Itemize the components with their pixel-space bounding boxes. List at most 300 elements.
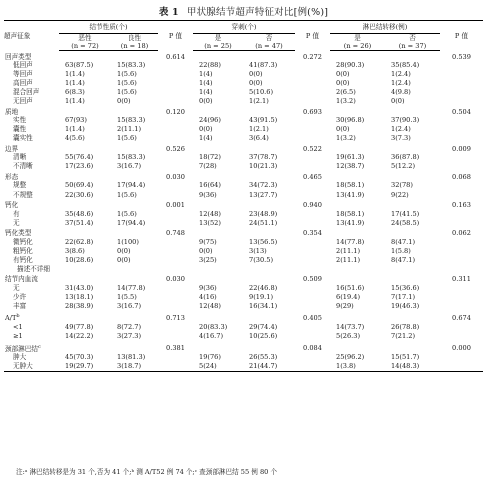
count-cell: 17(23.6) [65, 162, 94, 171]
p-value-cell [440, 116, 483, 125]
count-cell: 22(88) [199, 61, 221, 70]
p-value-cell [158, 255, 193, 264]
count-cell: 3(6.4) [249, 134, 269, 143]
count-cell [59, 51, 111, 61]
count-cell [111, 273, 158, 283]
count-cell: 15(36.6) [391, 283, 420, 292]
count-cell [330, 51, 385, 61]
count-cell: 15(83.3) [117, 153, 146, 162]
row-label: 囊性 [13, 125, 27, 134]
table-row [4, 162, 483, 171]
row-label: 钙化 [5, 201, 19, 210]
count-cell: 9(22) [391, 190, 409, 199]
count-cell [111, 171, 158, 181]
row-label: 有钙化 [13, 255, 33, 264]
count-cell: 35(85.4) [391, 61, 420, 70]
p-value-cell: 0.614 [166, 52, 185, 61]
p-value-cell [440, 97, 483, 106]
p-value-cell: 0.713 [166, 313, 185, 322]
count-cell: 2(11.1) [336, 246, 361, 255]
count-cell: 2(11.1) [117, 125, 142, 134]
header-benign: 良性 (n = 18) [111, 34, 158, 51]
count-cell: 9(36) [199, 190, 217, 199]
row-label: 无肿大 [4, 362, 59, 371]
count-cell: 10(28.6) [65, 255, 94, 264]
count-cell: 1(2.4) [391, 79, 411, 88]
count-cell: 1(5.6) [117, 134, 137, 143]
count-cell [385, 171, 440, 181]
count-cell: 4(16.7) [199, 332, 224, 341]
p-value-cell [440, 323, 483, 332]
count-cell: 15(83.3) [117, 61, 146, 70]
p-value-cell [158, 116, 193, 125]
p-value-cell [295, 181, 330, 190]
count-cell [243, 227, 295, 237]
p-value-cell: 0.084 [303, 343, 322, 352]
p-value-cell [158, 190, 193, 199]
p-value-cell [440, 332, 483, 341]
count-cell [385, 227, 440, 237]
count-cell: 1(5.5) [117, 292, 137, 301]
count-cell [330, 106, 385, 116]
category-row [4, 341, 483, 353]
count-cell: 1(4) [199, 70, 213, 79]
p-value-cell [440, 209, 483, 218]
count-cell: 3(16.7) [117, 162, 142, 171]
p-value-cell [158, 61, 193, 70]
count-cell: 22(46.8) [249, 283, 278, 292]
count-cell [330, 273, 385, 283]
p-value-cell [440, 283, 483, 292]
p-value-cell [158, 362, 193, 371]
table-row [4, 181, 483, 190]
p-value-cell [295, 255, 330, 264]
count-cell: 35(48.6) [65, 209, 94, 218]
table-row [4, 218, 483, 227]
p-value-cell: 0.354 [303, 229, 322, 238]
table-row [4, 61, 483, 70]
table-row [4, 116, 483, 125]
count-cell: 0(0) [249, 70, 263, 79]
count-cell: 1(2.1) [249, 97, 269, 106]
count-cell [330, 341, 385, 353]
count-cell: 0(0) [336, 125, 350, 134]
count-cell: 1(2.4) [391, 70, 411, 79]
p-value-cell: 0.272 [303, 52, 322, 61]
p-value-cell: 0.381 [166, 343, 185, 352]
row-label: 无回声 [13, 97, 33, 106]
count-cell: 18(58.1) [336, 181, 365, 190]
row-label: 描述不详细 [17, 264, 50, 273]
count-cell: 1(2.1) [249, 125, 269, 134]
count-cell: 0(0) [117, 97, 131, 106]
p-value-cell [295, 162, 330, 171]
count-cell: 1(5.6) [117, 70, 137, 79]
p-value-cell [440, 70, 483, 79]
count-cell: 30(96.8) [336, 116, 365, 125]
p-value-cell [158, 125, 193, 134]
p-value-cell [295, 116, 330, 125]
p-value-cell [158, 181, 193, 190]
count-cell [330, 310, 385, 322]
count-cell: 15(51.7) [391, 353, 420, 362]
p-value-cell [158, 162, 193, 171]
p-value-cell [295, 61, 330, 70]
table-row [4, 237, 483, 246]
p-value-cell: 0.311 [452, 275, 471, 284]
count-cell: 10(21.3) [249, 162, 278, 171]
p-value-cell [295, 70, 330, 79]
count-cell: 13(27.7) [249, 190, 278, 199]
count-cell: 24(96) [199, 116, 221, 125]
count-cell: 25(96.2) [336, 353, 365, 362]
p-value-cell [158, 292, 193, 301]
count-cell [59, 273, 111, 283]
count-cell: 12(38.7) [336, 162, 365, 171]
p-value-cell [295, 246, 330, 255]
p-value-cell [440, 134, 483, 143]
p-value-cell [295, 125, 330, 134]
table-row [4, 332, 483, 341]
p-value-cell [295, 209, 330, 218]
p-value-cell: 0.068 [452, 172, 471, 181]
count-cell: 22(62.8) [65, 237, 94, 246]
table-caption: 甲状腺结节超声特征对比[例(%)] [186, 7, 329, 18]
count-cell: 3(8.6) [65, 246, 85, 255]
count-cell [385, 310, 440, 322]
count-cell: 9(29) [336, 301, 354, 310]
p-value-cell: 0.030 [166, 172, 185, 181]
table-title [0, 4, 487, 18]
count-cell: 12(48) [199, 209, 221, 218]
count-cell [193, 51, 243, 61]
count-cell: 16(51.6) [336, 283, 365, 292]
p-value-cell [295, 134, 330, 143]
count-cell: 36(87.8) [391, 153, 420, 162]
count-cell: 1(1.4) [65, 79, 85, 88]
p-value-cell: 0.163 [452, 201, 471, 210]
count-cell: 17(41.5) [391, 209, 420, 218]
row-label: 有 [13, 209, 20, 218]
count-cell [385, 106, 440, 116]
count-cell: 10(25.6) [249, 332, 278, 341]
p-value-cell [295, 97, 330, 106]
count-cell: 15(83.3) [117, 116, 146, 125]
p-value-cell [440, 264, 483, 273]
count-cell: 1(4) [199, 88, 213, 97]
count-cell: 28(90.3) [336, 61, 365, 70]
count-cell [59, 199, 111, 209]
row-label: 高回声 [13, 79, 33, 88]
header-row-1 [4, 21, 483, 34]
p-value-cell [440, 255, 483, 264]
count-cell [59, 310, 111, 322]
p-value-cell: 0.030 [166, 275, 185, 284]
count-cell: 7(17.1) [391, 292, 416, 301]
count-cell: 13(52) [199, 218, 221, 227]
p-value-cell: 0.940 [303, 201, 322, 210]
count-cell: 5(12.2) [391, 162, 416, 171]
count-cell: 17(94.4) [117, 218, 146, 227]
count-cell: 6(19.4) [336, 292, 361, 301]
count-cell: 67(93) [65, 116, 87, 125]
row-label: 丰富 [13, 301, 27, 310]
p-value-cell [440, 61, 483, 70]
row-label: 粗钙化 [13, 246, 33, 255]
count-cell [111, 341, 158, 353]
p-value-cell [440, 162, 483, 171]
row-label: 少许 [13, 292, 27, 301]
count-cell [330, 264, 385, 273]
count-cell: 45(70.3) [65, 353, 94, 362]
p-value-cell [440, 246, 483, 255]
count-cell: 19(61.3) [336, 153, 365, 162]
row-label: 混合回声 [13, 88, 40, 97]
table-row [4, 246, 483, 255]
count-cell: 14(22.2) [65, 332, 94, 341]
table-row [4, 88, 483, 97]
table-number: 表 1 [158, 7, 179, 18]
row-label: 钙化类型 [5, 229, 32, 238]
count-cell: 2(6.5) [336, 88, 356, 97]
count-cell: 37(51.4) [65, 218, 94, 227]
count-cell: 7(28) [199, 162, 217, 171]
count-cell [59, 106, 111, 116]
table-row [4, 323, 483, 332]
table-row [4, 134, 483, 143]
count-cell: 6(8.3) [65, 88, 85, 97]
count-cell: 31(43.0) [65, 283, 94, 292]
count-cell: 12(48) [199, 301, 221, 310]
table-body [4, 51, 483, 372]
count-cell: 0(0) [391, 97, 405, 106]
header-metastasis-yes: 是 (n = 26) [330, 34, 385, 51]
count-cell: 1(1.4) [65, 97, 85, 106]
count-cell: 0(0) [199, 246, 213, 255]
count-cell: 4(5.6) [65, 134, 85, 143]
p-value-cell: 0.001 [166, 201, 185, 210]
count-cell: 19(46.3) [391, 301, 420, 310]
header-p-value-3: P 值 [440, 21, 483, 51]
count-cell [330, 199, 385, 209]
p-value-cell [158, 134, 193, 143]
count-cell [111, 143, 158, 153]
count-cell: 9(75) [199, 237, 217, 246]
p-value-cell: 0.009 [452, 144, 471, 153]
p-value-cell: 0.509 [303, 275, 322, 284]
header-puncture-no: 否 (n = 47) [243, 34, 295, 51]
count-cell: 1(3.2) [336, 97, 356, 106]
p-value-cell [440, 153, 483, 162]
count-cell [385, 199, 440, 209]
row-label: 肿大 [13, 353, 27, 362]
count-cell: 0(0) [117, 246, 131, 255]
p-value-cell: 0.405 [303, 313, 322, 322]
count-cell [385, 143, 440, 153]
table-row [4, 190, 483, 199]
p-value-cell: 0.062 [452, 229, 471, 238]
p-value-cell [440, 301, 483, 310]
table-row [4, 255, 483, 264]
row-label: 结节内血流 [5, 275, 38, 284]
category-row [4, 199, 483, 209]
count-cell [243, 341, 295, 353]
count-cell: 1(4) [199, 79, 213, 88]
count-cell [193, 199, 243, 209]
count-cell: 4(9.8) [391, 88, 411, 97]
row-label: 回声类型 [5, 52, 32, 61]
count-cell [243, 273, 295, 283]
count-cell: 26(55.3) [249, 353, 278, 362]
header-malignant: 恶性 (n = 72) [59, 34, 111, 51]
count-cell: 23(48.9) [249, 209, 278, 218]
count-cell [111, 264, 158, 273]
count-cell: 3(16.7) [117, 301, 142, 310]
table-row [4, 209, 483, 218]
p-value-cell [440, 125, 483, 134]
count-cell [59, 341, 111, 353]
count-cell: 3(13) [249, 246, 267, 255]
p-value-cell [158, 218, 193, 227]
count-cell: 7(21.2) [391, 332, 416, 341]
p-value-cell [158, 264, 193, 273]
p-value-cell: 0.465 [303, 172, 322, 181]
table-footnote: 注:ᵃ 淋巴结转移是为 31 个,否为 41 个;ᵇ 测 A/T52 例 74 个;ᶜ 查颈部淋巴结 55 例 80 个 [16, 468, 278, 476]
count-cell: 17(94.4) [117, 181, 146, 190]
count-cell [243, 171, 295, 181]
count-cell: 13(41.9) [336, 190, 365, 199]
p-value-cell [295, 153, 330, 162]
p-value-cell: 0.504 [452, 107, 471, 116]
count-cell: 1(5.8) [391, 246, 411, 255]
header-metastasis-no: 否 (n = 37) [385, 34, 440, 51]
header-group-lymph-metastasis: 淋巴结转移(例) [330, 21, 440, 34]
count-cell [330, 227, 385, 237]
count-cell: 1(3.8) [330, 362, 385, 371]
p-value-cell [440, 218, 483, 227]
count-cell: 19(29.7) [59, 362, 111, 371]
table-row [4, 362, 483, 371]
p-value-cell [158, 246, 193, 255]
count-cell: 50(69.4) [65, 181, 94, 190]
count-cell: 13(41.9) [336, 218, 365, 227]
table-row [4, 125, 483, 134]
row-label: 微钙化 [13, 237, 33, 246]
p-value-cell [440, 88, 483, 97]
row-label: <1 [13, 323, 23, 332]
p-value-cell: 0.693 [303, 107, 322, 116]
ultrasound-feature-table [4, 20, 483, 372]
count-cell: 5(26.3) [336, 332, 361, 341]
category-row [4, 143, 483, 153]
p-value-cell [158, 332, 193, 341]
count-cell: 13(18.1) [65, 292, 94, 301]
count-cell: 43(91.5) [249, 116, 278, 125]
count-cell [193, 143, 243, 153]
p-value-cell [158, 283, 193, 292]
count-cell: 32(78) [391, 181, 413, 190]
count-cell: 18(58.1) [336, 209, 365, 218]
p-value-cell [295, 88, 330, 97]
p-value-cell [295, 218, 330, 227]
count-cell: 7(30.5) [249, 255, 274, 264]
p-value-cell [295, 237, 330, 246]
row-label: 无 [13, 218, 20, 227]
count-cell [111, 199, 158, 209]
count-cell [193, 264, 243, 273]
count-cell: 0(0) [336, 70, 350, 79]
p-value-cell [295, 332, 330, 341]
p-value-cell [158, 88, 193, 97]
count-cell: 3(25) [199, 255, 217, 264]
p-value-cell [295, 79, 330, 88]
count-cell [193, 171, 243, 181]
header-row-2 [4, 34, 483, 51]
count-cell [193, 273, 243, 283]
row-label: 边界 [5, 144, 19, 153]
count-cell: 55(76.4) [65, 153, 94, 162]
count-cell [385, 264, 440, 273]
p-value-cell [295, 362, 330, 371]
p-value-cell [295, 301, 330, 310]
category-row [4, 273, 483, 283]
count-cell: 1(1.4) [65, 125, 85, 134]
count-cell [243, 310, 295, 322]
p-value-cell [295, 283, 330, 292]
count-cell: 49(77.8) [65, 323, 94, 332]
p-value-cell [440, 237, 483, 246]
row-label: 清晰 [13, 153, 27, 162]
count-cell: 14(77.8) [336, 237, 365, 246]
row-label: 规整 [13, 181, 27, 190]
count-cell: 21(44.7) [243, 362, 295, 371]
count-cell [193, 227, 243, 237]
count-cell [111, 227, 158, 237]
table-row [4, 153, 483, 162]
count-cell: 5(24) [193, 362, 243, 371]
count-cell [385, 51, 440, 61]
count-cell: 1(5.6) [117, 190, 137, 199]
table-row [4, 283, 483, 292]
count-cell: 5(10.6) [249, 88, 274, 97]
p-value-cell [440, 79, 483, 88]
table-row [4, 264, 483, 273]
p-value-cell: 0.522 [303, 144, 322, 153]
count-cell: 1(4) [199, 134, 213, 143]
p-value-cell [158, 301, 193, 310]
p-value-cell [158, 209, 193, 218]
count-cell: 1(3.2) [336, 134, 356, 143]
p-value-cell [295, 190, 330, 199]
category-row [4, 227, 483, 237]
count-cell: 0(0) [336, 79, 350, 88]
count-cell [243, 264, 295, 273]
count-cell: 13(81.3) [117, 353, 146, 362]
header-group-puncture: 穿刺(个) [193, 21, 295, 34]
count-cell [193, 341, 243, 353]
row-label: 质地 [5, 107, 19, 116]
p-value-cell [440, 181, 483, 190]
category-row [4, 310, 483, 322]
row-label: 囊实性 [13, 134, 33, 143]
count-cell: 22(30.6) [65, 190, 94, 199]
count-cell: 9(19.1) [249, 292, 274, 301]
count-cell: 26(78.8) [391, 323, 420, 332]
count-cell: 16(64) [199, 181, 221, 190]
row-label: 不规整 [13, 190, 33, 199]
table-row [4, 70, 483, 79]
count-cell: 14(77.8) [117, 283, 146, 292]
